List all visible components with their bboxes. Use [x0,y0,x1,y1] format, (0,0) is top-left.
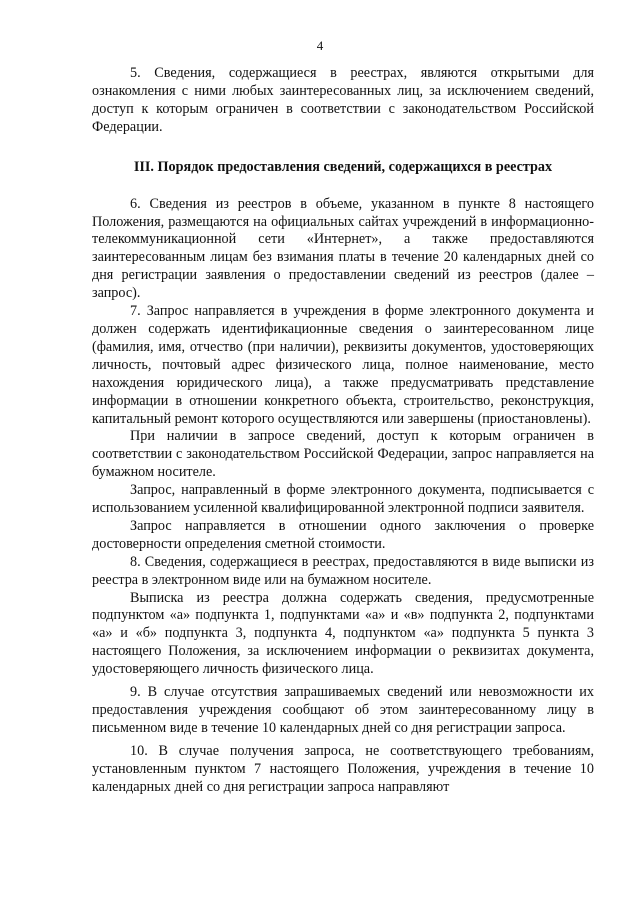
paragraph-10: 10. В случае получения запроса, не соответствующего требованиям, установленным пунктом 7 настоящего Положения, учреждения в течение 10 календарных дней со дня регистрации запроса направляют [92,742,594,795]
paragraph-8-extract: Выписка из реестра должна содержать сведения, предусмотренные подпунктом «а» подпункта 1, подпунктами «а» и «в» подпункта 2, подпунктами «а» и «б» подпункта 3, подпункта 4, подпунктом «а» подпункта 5 пункта 3 настоящего Положения, за исключением информации о реквизитах документа, удостоверяющего личность физического лица. [92,589,594,678]
paragraph-6: 6. Сведения из реестров в объеме, указанном в пункте 8 настоящего Положения, размещаются на официальных сайтах учреждений в информационно-телекоммуникационной сети «Интернет», а также предоставляются заинтересованным лицам без взимания платы в течение 20 календарных дней со дня регистрации заявления о предоставлении сведений из реестров (далее – запрос). [92,195,594,302]
paragraph-7: 7. Запрос направляется в учреждения в форме электронного документа и должен содержать идентификационные сведения о заинтересованном лице (фамилия, имя, отчество (при наличии), реквизиты документов, удостоверяющих личность, почтовый адрес физического лица, полное наименование, место нахождения юридического лица), а также предусматривать представление информации в отношении конкретного объекта, строительство, реконструкция, капитальный ремонт которого осуществляются или завершены (приостановлены). [92,303,594,427]
paragraph-9: 9. В случае отсутствия запрашиваемых сведений или невозможности их предоставления учреждения сообщают об этом заинтересованному лицу в письменном виде в течение 10 календарных дней со дня регистрации запроса. [92,684,594,736]
section-heading: III. Порядок предоставления сведений, содержащихся в реестрах [133,158,553,175]
paragraph-8: 8. Сведения, содержащиеся в реестрах, предоставляются в виде выписки из реестра в электронном виде или на бумажном носителе. [92,553,594,588]
paragraph-7-restricted: При наличии в запросе сведений, доступ к которым ограничен в соответствии с законодательством Российской Федерации, запрос направляется на бумажном носителе. [92,428,594,481]
document-body [92,65,594,797]
paragraph-5: 5. Сведения, содержащиеся в реестрах, являются открытыми для ознакомления с ними любых заинтересованных лиц, за исключением сведений, доступ к которым ограничен в соответствии с законодательством Российской Федерации. [92,65,594,135]
page-number: 4 [316,38,324,53]
paragraph-7-scope: Запрос направляется в отношении одного заключения о проверке достоверности определения сметной стоимости. [92,517,594,552]
paragraph-7-signature: Запрос, направленный в форме электронного документа, подписывается с использованием усиленной квалифицированной электронной подписи заявителя. [92,482,594,517]
